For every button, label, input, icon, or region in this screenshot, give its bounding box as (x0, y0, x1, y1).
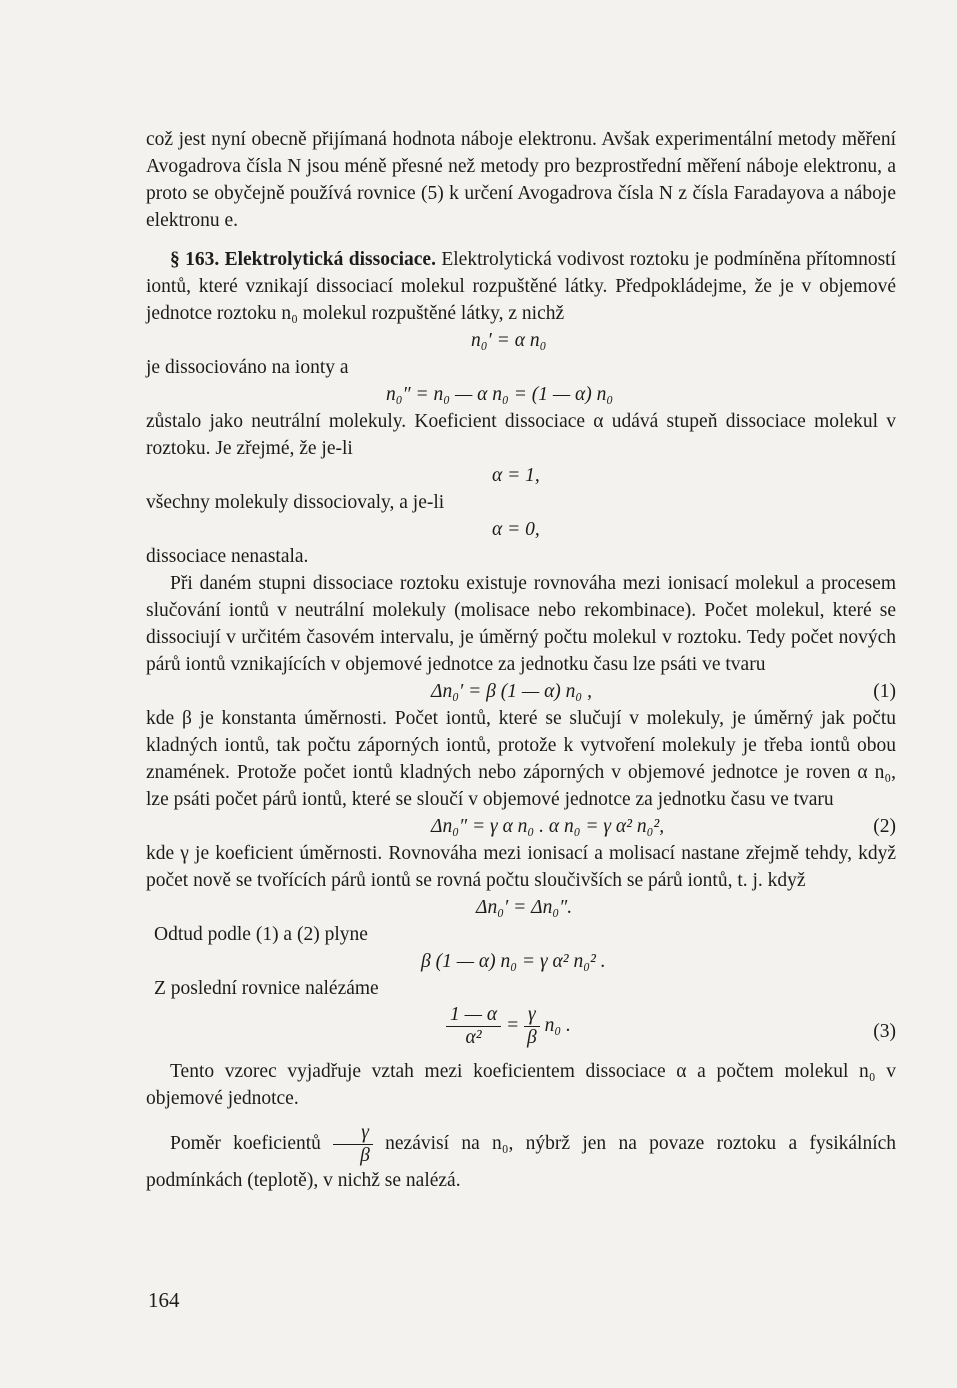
fraction-left-numerator: 1 — α (446, 1004, 501, 1027)
equation-2-formula: Δn₀″ = γ α n₀ . α n₀ = γ α² n₀², (431, 816, 665, 837)
equation-b (146, 381, 896, 408)
paragraph-pomer (146, 1122, 896, 1194)
equation-1-number: (1) (873, 681, 896, 702)
section-163 (146, 246, 896, 327)
paragraph-beta: kde β je konstanta úměrnosti. Počet iontů, které se slučují v molekuly, je úměrný jak počtu kladných iontů, tak počtu záporných iontů, protože k vytvoření molekuly je třeba iontů obou znamének. Protože počet iontů kladných nebo záporných v objemové jednotce je roven α n₀, lze psáti počet párů iontů, které se sloučí v objemové jednotce za jednotku času ve tvaru (146, 708, 896, 810)
page-body (146, 126, 896, 1194)
section-title: § 163. Elektrolytická dissociace. (170, 249, 436, 270)
fraction-left (446, 1004, 501, 1049)
text-dissociovano: je dissociováno na ionty a (146, 357, 349, 378)
page-number: 164 (148, 1288, 180, 1312)
pomer-text-b: nezávisí na n₀, nýbrž jen na povaze roztoku a fysikálních podmínkách (teplotě), v nichž se nalézá. (146, 1132, 897, 1191)
fraction-left-denominator: α² (465, 1027, 482, 1048)
fraction-gamma-beta (333, 1122, 373, 1167)
paragraph-gamma: kde γ je koeficient úměrnosti. Rovnováha mezi ionisací a molisací nastane zřejmě tehdy, když počet nově se tvořících párů iontů se rovná počtu sloučivších se párů iontů, t. j. když (146, 843, 896, 891)
equation-equilibrium (146, 894, 896, 921)
equation-plyne (146, 948, 896, 975)
equation-d-formula: α = 0, (492, 519, 540, 540)
equals-sign: = (505, 1014, 520, 1036)
equation-a (146, 327, 896, 354)
fraction-beta: β (360, 1145, 370, 1166)
equation-b-formula: n₀″ = n₀ — α n₀ = (1 — α) n₀ (386, 384, 614, 405)
section-intro-text: Elektrolytická vodivost roztoku je podmíněna přítomností iontů, které vznikají dissociací molekul rozpuštěné látky. Předpokládejme, že je v objemové jednotce roztoku n₀ molekul rozpuštěné látky, z nichž (146, 249, 897, 324)
equation-3 (146, 1004, 896, 1056)
text-z-posledni: Z poslední rovnice nalézáme (154, 978, 379, 999)
equation-c-formula: α = 1, (492, 465, 540, 486)
paragraph-zustalo: zůstalo jako neutrální molekuly. Koeficient dissociace α udává stupeň dissociace molekul v roztoku. Je zřejmé, že je-li (146, 411, 896, 459)
fraction-right-numerator: γ (524, 1004, 540, 1027)
equation-1 (146, 678, 896, 705)
equation-1-formula: Δn₀′ = β (1 — α) n₀ , (431, 681, 592, 702)
paragraph-rovnovaha: Při daném stupni dissociace roztoku existuje rovnováha mezi ionisací molekul a procesem slučování iontů v neutrální molekuly (molisace nebo rekombinace). Počet molekul, které se dissociují v určitém časovém intervalu, je úměrný počtu molekul v roztoku. Tedy počet nových párů iontů vznikajících v objemové jednotce za jednotku času lze psáti ve tvaru (146, 573, 896, 675)
fraction-right (524, 1004, 540, 1049)
pomer-text-a: Poměr koeficientů (170, 1132, 321, 1154)
equation-plyne-formula: β (1 — α) n₀ = γ α² n₀² . (421, 951, 606, 972)
equation-2 (146, 813, 896, 840)
text-vsechny: všechny molekuly dissociovaly, a je-li (146, 492, 445, 513)
text-odtud: Odtud podle (1) a (2) plyne (154, 924, 368, 945)
fraction-right-denominator: β (526, 1027, 537, 1048)
text-nenastala: dissociace nenastala. (146, 546, 309, 567)
paragraph-avogadro: což jest nyní obecně přijímaná hodnota náboje elektronu. Avšak experimentální metody měření Avogadrova čísla N jsou méně přesné než metody pro bezprostřední měření náboje elektronu, a proto se obyčejně používá rovnice (5) k určení Avogadrova čísla N z čísla Faradayova a náboje elektronu e. (146, 129, 896, 231)
equation-2-number: (2) (873, 816, 896, 837)
fraction-gamma: γ (333, 1122, 373, 1145)
equation-d (146, 516, 896, 543)
equation-3-formula (446, 1004, 571, 1049)
equation-a-formula: n₀′ = α n₀ (471, 330, 547, 351)
equation-3-number: (3) (873, 1021, 896, 1042)
equation-3-tail: n₀ . (544, 1014, 571, 1036)
equation-c (146, 462, 896, 489)
paragraph-tento: Tento vzorec vyjadřuje vztah mezi koeficientem dissociace α a počtem molekul n₀ v objemové jednotce. (146, 1061, 896, 1109)
equation-equilibrium-formula: Δn₀′ = Δn₀″. (476, 897, 573, 918)
